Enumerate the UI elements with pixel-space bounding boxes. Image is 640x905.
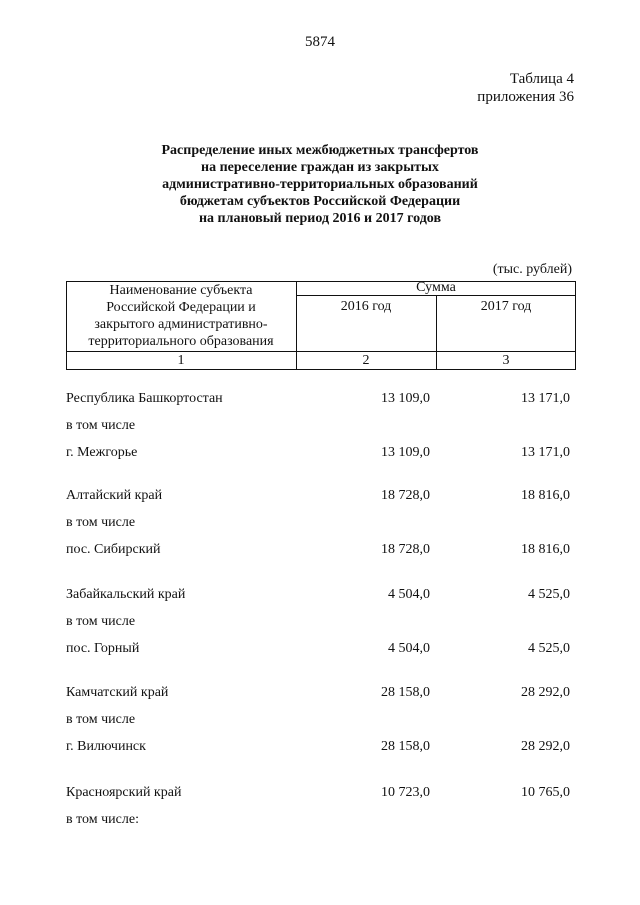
header-sum: Сумма <box>416 280 456 295</box>
row-value-2017: 18 816,0 <box>521 542 570 557</box>
table-row <box>66 739 576 759</box>
table-row <box>66 812 576 832</box>
row-value-2017: 13 171,0 <box>521 445 570 460</box>
title-line: административно-территориальных образований <box>162 177 478 192</box>
table-row <box>66 587 576 607</box>
row-name: Алтайский край <box>66 488 163 503</box>
table-reference <box>477 70 574 106</box>
row-value-2017: 18 816,0 <box>521 488 570 503</box>
row-value-2017: 13 171,0 <box>521 391 570 406</box>
table-row <box>66 712 576 732</box>
row-value-2016: 13 109,0 <box>381 445 430 460</box>
row-value-2017: 4 525,0 <box>528 587 570 602</box>
table-number: Таблица 4 <box>509 71 574 87</box>
row-name: пос. Горный <box>66 641 140 656</box>
table-header <box>66 281 576 370</box>
row-value-2017: 28 292,0 <box>521 685 570 700</box>
table-row <box>66 418 576 438</box>
header-year-2017: 2017 год <box>480 299 532 314</box>
table-row <box>66 785 576 805</box>
column-number-3: 3 <box>502 353 510 368</box>
header-name-line: территориального образования <box>88 334 274 349</box>
row-name: Забайкальский край <box>66 587 186 602</box>
row-value-2016: 28 158,0 <box>381 685 430 700</box>
title-line: на переселение граждан из закрытых <box>201 160 439 175</box>
row-value-2016: 28 158,0 <box>381 739 430 754</box>
table-row <box>66 515 576 535</box>
row-name: Камчатский край <box>66 685 169 700</box>
title-line: бюджетам субъектов Российской Федерации <box>179 194 461 209</box>
row-name: в том числе: <box>66 812 139 827</box>
row-value-2016: 4 504,0 <box>388 641 430 656</box>
row-name: пос. Сибирский <box>66 542 161 557</box>
row-name: в том числе <box>66 712 136 727</box>
row-value-2016: 18 728,0 <box>381 542 430 557</box>
row-value-2016: 10 723,0 <box>381 785 430 800</box>
title-line: Распределение иных межбюджетных трансфертов <box>161 143 479 158</box>
row-name: Республика Башкортостан <box>66 391 223 406</box>
row-name: в том числе <box>66 418 136 433</box>
header-year-2016: 2016 год <box>340 299 392 314</box>
table-row <box>66 391 576 411</box>
row-value-2016: 4 504,0 <box>388 587 430 602</box>
header-name-line: Российской Федерации и <box>106 300 256 315</box>
row-value-2017: 10 765,0 <box>521 785 570 800</box>
row-value-2017: 28 292,0 <box>521 739 570 754</box>
header-name-cell <box>66 282 296 350</box>
row-name: в том числе <box>66 515 136 530</box>
row-name: Красноярский край <box>66 785 182 800</box>
column-number-2: 2 <box>362 353 370 368</box>
table-row <box>66 445 576 465</box>
column-number-1: 1 <box>177 353 185 368</box>
units-label: (тыс. рублей) <box>492 262 572 277</box>
header-name-line: закрытого административно- <box>94 317 268 332</box>
appendix-number: приложения 36 <box>477 89 574 105</box>
row-name: в том числе <box>66 614 136 629</box>
title-line: на плановый период 2016 и 2017 годов <box>198 211 442 226</box>
row-value-2017: 4 525,0 <box>528 641 570 656</box>
row-value-2016: 18 728,0 <box>381 488 430 503</box>
row-name: г. Межгорье <box>66 445 138 460</box>
row-name: г. Вилючинск <box>66 739 146 754</box>
header-name-line: Наименование субъекта <box>109 283 253 298</box>
row-value-2016: 13 109,0 <box>381 391 430 406</box>
table-row <box>66 488 576 508</box>
table-row <box>66 542 576 562</box>
table-row <box>66 685 576 705</box>
table-row <box>66 641 576 661</box>
document-title <box>0 142 640 227</box>
table-row <box>66 614 576 634</box>
page-number: 5874 <box>305 34 335 50</box>
header-border-bottom <box>66 369 576 370</box>
